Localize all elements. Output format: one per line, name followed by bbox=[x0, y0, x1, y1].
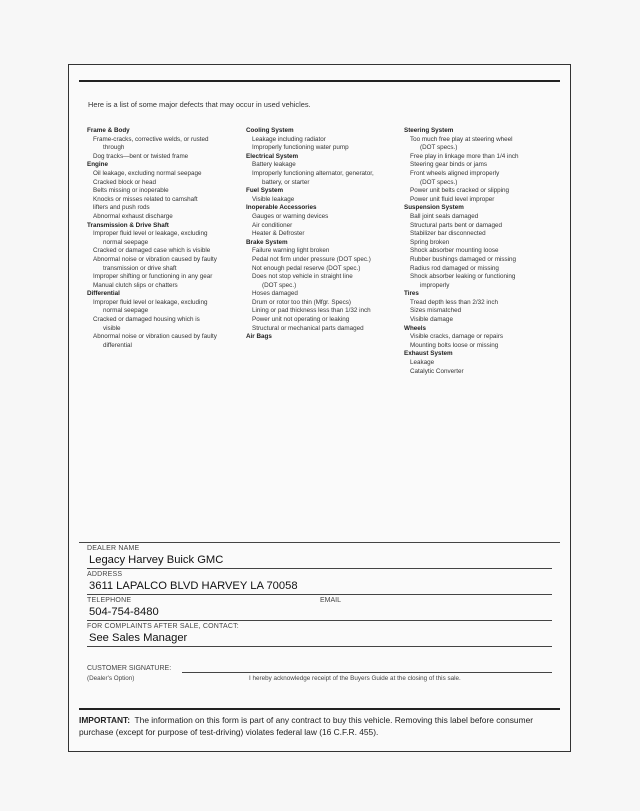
defect-item bbox=[87, 299, 242, 316]
defect-category: Engine bbox=[87, 161, 108, 169]
top-divider bbox=[79, 80, 560, 82]
dealer-name-field[interactable]: Legacy Harvey Buick GMC bbox=[87, 553, 552, 569]
defect-item-text: Abnormal noise or vibration caused by faulty bbox=[93, 333, 217, 341]
defect-item bbox=[404, 187, 554, 196]
defect-item-text: Too much free play at steering wheel bbox=[410, 135, 513, 143]
defect-item-text: Abnormal exhaust discharge bbox=[93, 212, 173, 220]
defect-item-text: Tread depth less than 2/32 inch bbox=[410, 298, 498, 306]
defect-item bbox=[246, 136, 398, 145]
defect-item-text: Rubber bushings damaged or missing bbox=[410, 255, 517, 263]
defect-category: Differential bbox=[87, 290, 120, 298]
defect-item bbox=[246, 196, 398, 205]
defect-category: Tires bbox=[404, 290, 419, 298]
defect-item-text: Catalytic Converter bbox=[410, 367, 464, 375]
defects-intro: Here is a list of some major defects that may occur in used vehicles. bbox=[88, 100, 311, 109]
defect-item-text: Frame-cracks, corrective welds, or rusted bbox=[93, 135, 209, 143]
defect-item-text: Structural or mechanical parts damaged bbox=[252, 324, 364, 332]
defect-item bbox=[404, 196, 554, 205]
important-label: IMPORTANT: bbox=[79, 715, 131, 725]
defect-item-continuation: normal seepage bbox=[103, 307, 149, 315]
signature-label: CUSTOMER SIGNATURE: bbox=[87, 665, 172, 672]
defect-item bbox=[246, 222, 398, 231]
defect-item-text: Shock absorber mounting loose bbox=[410, 247, 499, 255]
defect-item bbox=[404, 299, 554, 308]
important-notice bbox=[79, 715, 560, 738]
defect-category: Suspension System bbox=[404, 204, 464, 212]
defect-item-text: Dog tracks—bent or twisted frame bbox=[93, 152, 189, 160]
defect-item-text: Cracked or damaged housing which is bbox=[93, 316, 200, 324]
defect-item bbox=[87, 187, 242, 196]
defect-item-text: Pedal not firm under pressure (DOT spec.) bbox=[252, 255, 371, 263]
defect-category: Steering System bbox=[404, 127, 454, 134]
defect-item bbox=[246, 307, 398, 316]
defect-item bbox=[246, 247, 398, 256]
defect-item-text: Failure warning light broken bbox=[252, 247, 330, 255]
defect-item-text: Belts missing or inoperable bbox=[93, 187, 169, 195]
signature-subrow bbox=[79, 675, 560, 685]
defect-item bbox=[404, 213, 554, 222]
defect-category: Transmission & Drive Shaft bbox=[87, 221, 169, 229]
defect-item-continuation: differential bbox=[103, 341, 132, 349]
defect-item bbox=[87, 273, 242, 282]
defect-item bbox=[246, 325, 398, 334]
defect-category: Exhaust System bbox=[404, 350, 453, 358]
defect-item-text: Abnormal noise or vibration caused by faulty bbox=[93, 255, 217, 263]
defect-item bbox=[246, 230, 398, 239]
important-text: The information on this form is part of any contract to buy this vehicle. Removing this label before consumer purchase (except for purpose of test-driving) violates federal law (16 C.F.R. 455). bbox=[79, 715, 534, 737]
defect-item-continuation: (DOT specs.) bbox=[420, 144, 458, 152]
defect-item-continuation: visible bbox=[103, 324, 121, 332]
defect-item-text: Cracked block or head bbox=[93, 178, 157, 186]
defect-item bbox=[87, 136, 242, 153]
defect-item bbox=[246, 273, 398, 290]
defect-item-continuation: battery, or starter bbox=[262, 178, 310, 186]
defect-item-text: Oil leakage, excluding normal seepage bbox=[93, 169, 202, 177]
defect-item-continuation: improperly bbox=[420, 281, 450, 289]
defect-item-text: Visible cracks, damage or repairs bbox=[410, 333, 503, 341]
defect-item-text: Front wheels aligned improperly bbox=[410, 169, 500, 177]
defect-item-text: Air conditioner bbox=[252, 221, 293, 229]
important-divider bbox=[79, 708, 560, 710]
defect-item bbox=[246, 265, 398, 274]
defect-item bbox=[404, 307, 554, 316]
defect-category: Electrical System bbox=[246, 152, 299, 160]
defect-item-text: Lining or pad thickness less than 1/32 inch bbox=[252, 307, 371, 315]
defect-item-text: Visible damage bbox=[410, 316, 453, 324]
defect-item-text: Sizes mismatched bbox=[410, 307, 462, 315]
telephone-label: TELEPHONE bbox=[87, 597, 132, 604]
defect-item bbox=[246, 213, 398, 222]
dealer-name-label: DEALER NAME bbox=[87, 545, 140, 552]
defect-item bbox=[404, 153, 554, 162]
defect-item bbox=[87, 230, 242, 247]
defect-item bbox=[246, 161, 398, 170]
defect-item bbox=[404, 230, 554, 239]
defects-column-2 bbox=[246, 127, 398, 342]
defect-item bbox=[87, 179, 242, 188]
acknowledgement-text: I hereby acknowledge receipt of the Buyers Guide at the closing of this sale. bbox=[249, 675, 461, 682]
defects-column-3 bbox=[404, 127, 554, 376]
defect-item bbox=[404, 333, 554, 342]
defect-item bbox=[404, 359, 554, 368]
defects-column-1 bbox=[87, 127, 242, 350]
defect-item-continuation: transmission or drive shaft bbox=[103, 264, 177, 272]
defect-item-text: Knocks or misses related to camshaft bbox=[93, 195, 198, 203]
defect-item bbox=[404, 170, 554, 187]
defect-item-text: Battery leakage bbox=[252, 161, 296, 169]
defect-item bbox=[87, 247, 242, 256]
phone-email-row bbox=[79, 595, 560, 605]
telephone-field[interactable]: 504-754-8480 bbox=[87, 605, 552, 621]
defect-item-continuation: (DOT specs.) bbox=[420, 178, 458, 186]
complaints-contact-field[interactable]: See Sales Manager bbox=[87, 631, 552, 647]
defect-item-text: Stabilizer bar disconnected bbox=[410, 230, 486, 238]
complaints-label: FOR COMPLAINTS AFTER SALE, CONTACT: bbox=[87, 623, 239, 630]
defect-item-text: Improper shifting or functioning in any gear bbox=[93, 273, 213, 281]
defect-item bbox=[87, 204, 242, 213]
defect-item bbox=[404, 256, 554, 265]
defect-item-text: lifters and push rods bbox=[93, 204, 150, 212]
defect-item bbox=[246, 256, 398, 265]
defect-item bbox=[246, 290, 398, 299]
defect-item bbox=[404, 239, 554, 248]
defect-item-text: Power unit fluid level improper bbox=[410, 195, 495, 203]
defect-item bbox=[404, 273, 554, 290]
address-field[interactable]: 3611 LAPALCO BLVD HARVEY LA 70058 bbox=[87, 579, 552, 595]
defect-item-text: Ball joint seals damaged bbox=[410, 212, 479, 220]
defect-item-text: Drum or rotor too thin (Mfgr. Specs) bbox=[252, 298, 352, 306]
defect-item bbox=[404, 316, 554, 325]
dealer-section bbox=[79, 542, 560, 685]
defect-item bbox=[246, 316, 398, 325]
defect-item bbox=[87, 153, 242, 162]
defect-item bbox=[87, 213, 242, 222]
defect-category: Cooling System bbox=[246, 127, 294, 134]
defect-item bbox=[87, 316, 242, 333]
defect-item bbox=[246, 299, 398, 308]
defect-item-text: Hoses damaged bbox=[252, 290, 298, 298]
defect-item-text: Improper fluid level or leakage, excluding bbox=[93, 298, 208, 306]
defect-item-text: Improperly functioning alternator, generator, bbox=[252, 169, 374, 177]
defect-item-text: Radius rod damaged or missing bbox=[410, 264, 499, 272]
dealer-option-label: (Dealer's Option) bbox=[87, 675, 135, 682]
defect-item-text: Mounting bolts loose or missing bbox=[410, 341, 499, 349]
defect-item-text: Manual clutch slips or chatters bbox=[93, 281, 178, 289]
defect-item bbox=[404, 136, 554, 153]
defect-item-text: Power unit not operating or leaking bbox=[252, 316, 350, 324]
defect-category: Air Bags bbox=[246, 333, 272, 341]
defect-item bbox=[87, 196, 242, 205]
defect-item bbox=[87, 170, 242, 179]
defect-category: Inoperable Accessories bbox=[246, 204, 317, 212]
defect-category: Fuel System bbox=[246, 187, 284, 195]
defect-item-text: Gauges or warning devices bbox=[252, 212, 329, 220]
defect-item bbox=[404, 368, 554, 377]
defect-item-text: Power unit belts cracked or slipping bbox=[410, 187, 510, 195]
defect-item-continuation: normal seepage bbox=[103, 238, 149, 246]
buyers-guide-form bbox=[68, 64, 571, 752]
defect-item bbox=[87, 333, 242, 350]
email-label: EMAIL bbox=[320, 597, 342, 604]
address-label: ADDRESS bbox=[87, 571, 123, 578]
signature-line[interactable] bbox=[182, 672, 552, 673]
defect-item bbox=[87, 282, 242, 291]
defect-item bbox=[404, 342, 554, 351]
defect-item-text: Structural parts bent or damaged bbox=[410, 221, 503, 229]
defect-item bbox=[87, 256, 242, 273]
defect-category: Wheels bbox=[404, 324, 427, 332]
signature-row bbox=[79, 665, 560, 675]
defect-item-text: Improperly functioning water pump bbox=[252, 144, 349, 152]
defect-item-text: Free play in linkage more than 1/4 inch bbox=[410, 152, 519, 160]
defect-item-text: Leakage including radiator bbox=[252, 135, 326, 143]
defect-item-text: Heater & Defroster bbox=[252, 230, 305, 238]
defect-category: Frame & Body bbox=[87, 127, 130, 134]
defect-item-text: Does not stop vehicle in straight line bbox=[252, 273, 353, 281]
defect-item bbox=[404, 222, 554, 231]
defect-item bbox=[246, 170, 398, 187]
defect-category: Brake System bbox=[246, 238, 288, 246]
defect-item-text: Spring broken bbox=[410, 238, 450, 246]
defect-item-text: Improper fluid level or leakage, excluding bbox=[93, 230, 208, 238]
defect-item-text: Shock absorber leaking or functioning bbox=[410, 273, 516, 281]
defect-item-text: Not enough pedal reserve (DOT spec.) bbox=[252, 264, 361, 272]
defect-item-text: Cracked or damaged case which is visible bbox=[93, 247, 211, 255]
defect-item-text: Steering gear binds or jams bbox=[410, 161, 488, 169]
defect-item-text: Visible leakage bbox=[252, 195, 295, 203]
defect-item-continuation: (DOT spec.) bbox=[262, 281, 297, 289]
defect-item-continuation: through bbox=[103, 144, 125, 152]
defect-item bbox=[404, 247, 554, 256]
defect-item bbox=[246, 144, 398, 153]
defect-item bbox=[404, 265, 554, 274]
defect-item-text: Leakage bbox=[410, 359, 435, 367]
defect-item bbox=[404, 161, 554, 170]
